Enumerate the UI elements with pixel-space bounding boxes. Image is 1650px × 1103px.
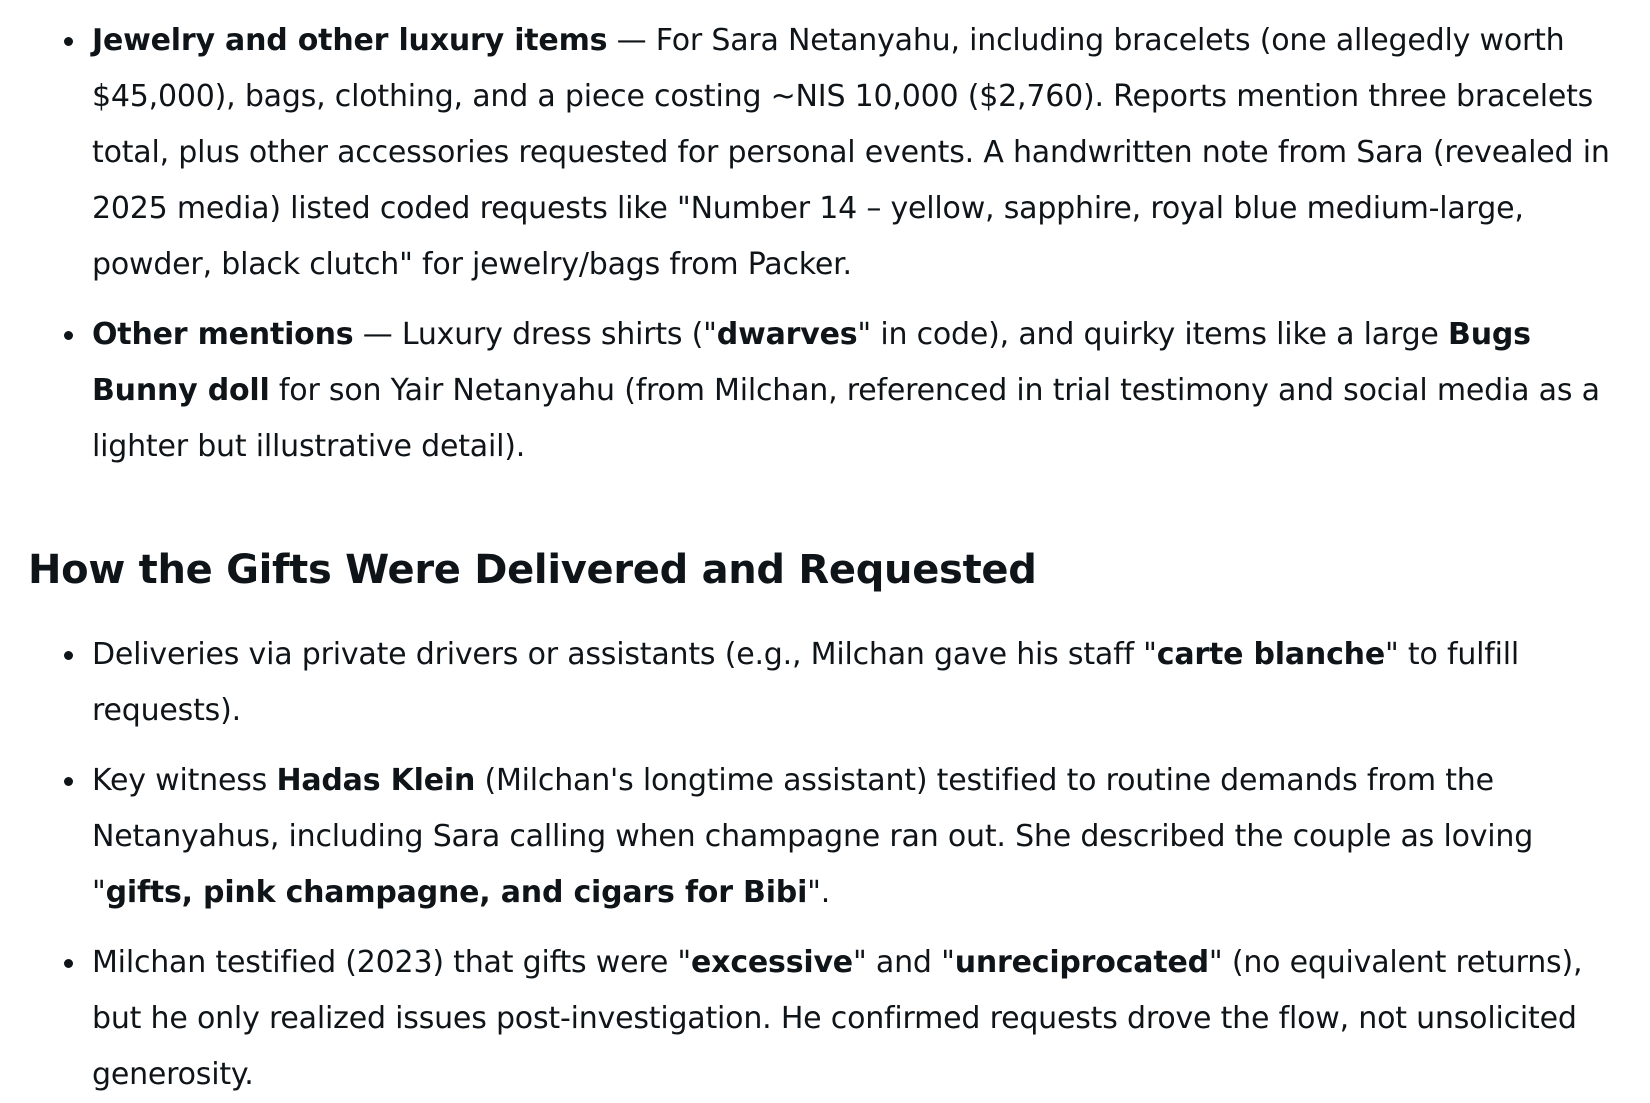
item-text: " in code), and quirky items like a large: [857, 317, 1449, 352]
item-text: Key witness: [92, 763, 277, 798]
item-title: Other mentions: [92, 317, 354, 352]
gift-items-list: [28, 13, 1628, 475]
item-text: Deliveries via private drivers or assistants (e.g., Milchan gave his staff ": [92, 637, 1157, 672]
item-text: " (no equivalent returns), but he only realized issues post-investigation. He confirmed requests drove the flow, not unsolicited generosity.: [92, 945, 1583, 1092]
item-text: " and ": [852, 945, 955, 980]
item-text: for son Yair Netanyahu (from Milchan, referenced in trial testimony and social media as a lighter but illustrative detail).: [92, 373, 1600, 464]
section-heading: How the Gifts Were Delivered and Requested: [28, 547, 1037, 593]
item-emphasis: dwarves: [716, 317, 858, 352]
bullet-icon: [64, 959, 73, 968]
item-title: Jewelry and other luxury items: [92, 23, 608, 58]
item-emphasis: Bugs Bunny doll: [92, 317, 1531, 408]
item-text: ".: [807, 875, 831, 910]
item-text: (Milchan's longtime assistant) testified to routine demands from the Netanyahus, including Sara calling when champagne ran out. She described the couple as loving ": [92, 763, 1534, 910]
item-text: — Luxury dress shirts (": [353, 317, 717, 352]
item-text: — For Sara Netanyahu, including bracelets (one allegedly worth $45,000), bags, clothing, and a piece costing ~NIS 10,000 ($2,760). Reports mention three bracelets total, plus other accessories requested for personal events. A handwritten note from Sara (revealed in 2025 media) listed coded requests like "Number 14 – yellow, sapphire, royal blue medium-large, powder, black clutch" for jewelry/bags from Packer.: [92, 23, 1610, 282]
item-emphasis: carte blanche: [1156, 637, 1385, 672]
bullet-icon: [64, 331, 73, 340]
delivery-list: [28, 627, 1628, 1103]
item-text: " to fulfill requests).: [92, 637, 1520, 728]
item-emphasis: excessive: [691, 945, 853, 980]
item-emphasis: gifts, pink champagne, and cigars for Bibi: [105, 875, 808, 910]
bullet-icon: [64, 37, 73, 46]
bullet-icon: [64, 651, 73, 660]
item-text: Milchan testified (2023) that gifts were ": [92, 945, 692, 980]
bullet-icon: [64, 777, 73, 786]
list-item: [28, 13, 1628, 293]
list-item: [28, 307, 1628, 475]
item-emphasis: unreciprocated: [954, 945, 1209, 980]
list-item: [28, 935, 1628, 1103]
list-item: [28, 753, 1628, 921]
list-item: [28, 627, 1628, 739]
item-emphasis: Hadas Klein: [276, 763, 476, 798]
